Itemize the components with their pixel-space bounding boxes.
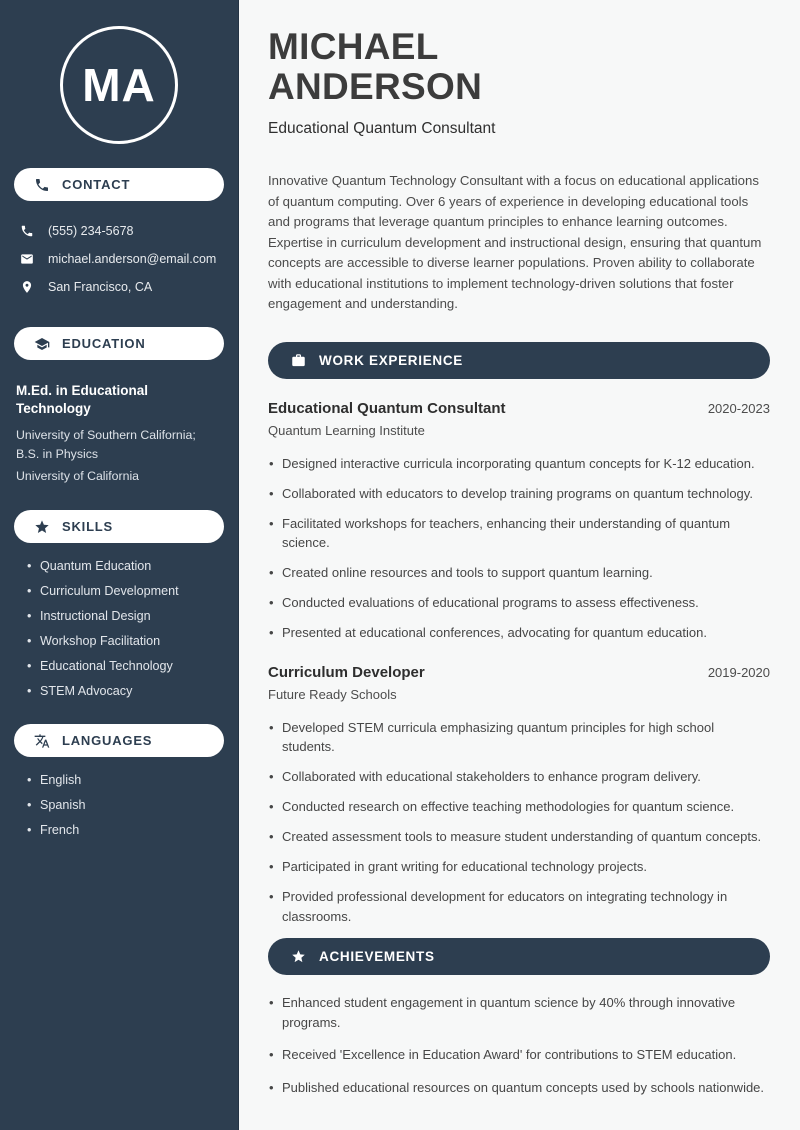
job-company: Future Ready Schools (268, 686, 397, 702)
skill-item: • Educational Technology (27, 660, 224, 673)
job-bullet: • Created assessment tools to measure student understanding of quantum concepts. (268, 827, 770, 847)
achievements-section-header (268, 938, 770, 975)
achievement-bullet: • Enhanced student engagement in quantum science by 40% through innovative programs. (268, 993, 770, 1032)
location-pin-icon (20, 280, 34, 294)
job-bullet: • Collaborated with educators to develop training programs on quantum technology. (268, 484, 770, 504)
contact-location-row (0, 273, 238, 301)
job-company: Quantum Learning Institute (268, 422, 425, 438)
work-experience-section-header (268, 342, 770, 379)
job-bullet: • Facilitated workshops for teachers, enhancing their understanding of quantum science. (268, 514, 770, 553)
main-content (239, 0, 800, 1130)
avatar (60, 26, 178, 144)
star-icon (291, 949, 306, 964)
phone-icon (34, 177, 50, 193)
contact-email-value: michael.anderson@email.com (48, 252, 217, 266)
job-bullet-list (268, 454, 770, 643)
contact-phone-value: (555) 234-5678 (48, 224, 134, 238)
work-experience-section-label: WORK EXPERIENCE (319, 352, 464, 368)
contact-section-header (14, 168, 224, 201)
skill-item: • Instructional Design (27, 610, 224, 623)
language-item: • French (27, 824, 224, 837)
contact-location-value: San Francisco, CA (48, 280, 153, 294)
education-section-header (14, 327, 224, 360)
job-title: Curriculum Developer (268, 663, 425, 681)
education-block (0, 382, 238, 486)
graduation-cap-icon (34, 336, 50, 352)
job-dates: 2020-2023 (707, 400, 770, 416)
skills-section-label: SKILLS (62, 519, 114, 534)
job-bullet-list (268, 718, 770, 927)
job-header (268, 400, 770, 417)
job-entry (268, 400, 770, 643)
job-entry (268, 664, 770, 927)
job-bullet: • Created online resources and tools to support quantum learning. (268, 563, 770, 583)
avatar-initials: MA (82, 59, 156, 111)
job-bullet: • Provided professional development for educators on integrating technology in classrooms. (268, 887, 770, 926)
contact-list (0, 217, 238, 301)
job-dates: 2019-2020 (707, 664, 770, 680)
skill-item: • Workshop Facilitation (27, 635, 224, 648)
language-item: • Spanish (27, 799, 224, 812)
job-bullet: • Collaborated with educational stakeholders to enhance program delivery. (268, 767, 770, 787)
contact-phone-row (0, 217, 238, 245)
contact-section-label: CONTACT (62, 177, 131, 192)
summary-paragraph: Innovative Quantum Technology Consultant with a focus on educational applications of quantum computing. Over 6 years of experience in developing educational tools and programs that leverage quantum principles to enhance learning outcomes. Expertise in curriculum development and instructional design, ensuring that quantum concepts are accessible to diverse learner populations. Proven ability to collaborate with educational institutions to implement technology-driven solutions that foster engagement and understanding. (268, 173, 762, 311)
language-item: • English (27, 774, 224, 787)
person-first-name: MICHAEL (268, 26, 439, 67)
languages-section-label: LANGUAGES (62, 733, 153, 748)
job-bullet: • Designed interactive curricula incorporating quantum concepts for K-12 education. (268, 454, 770, 474)
person-title: Educational Quantum Consultant (268, 120, 496, 137)
languages-section-header (14, 724, 224, 757)
sidebar (0, 0, 239, 1130)
star-icon (34, 519, 50, 535)
education-detail-line: University of Southern California; B.S. in Physics (16, 428, 196, 461)
education-details (16, 426, 222, 486)
translate-icon (34, 733, 50, 749)
skills-list (0, 560, 238, 698)
mail-icon (20, 252, 34, 266)
achievement-bullet: • Published educational resources on quantum concepts used by schools nationwide. (268, 1078, 770, 1098)
phone-icon (20, 224, 34, 238)
education-section-label: EDUCATION (62, 336, 146, 351)
job-bullet: • Presented at educational conferences, advocating for quantum education. (268, 623, 770, 643)
job-bullet: • Conducted evaluations of educational programs to assess effectiveness. (268, 593, 770, 613)
contact-email-row (0, 245, 238, 273)
person-name (268, 27, 770, 107)
skill-item: • STEM Advocacy (27, 685, 224, 698)
languages-list (0, 774, 238, 837)
job-header (268, 664, 770, 681)
skill-item: • Curriculum Development (27, 585, 224, 598)
job-bullet: • Conducted research on effective teaching methodologies for quantum science. (268, 797, 770, 817)
job-bullet: • Developed STEM curricula emphasizing quantum principles for high school students. (268, 718, 770, 757)
achievements-list (268, 993, 770, 1097)
achievement-bullet: • Received 'Excellence in Education Award' for contributions to STEM education. (268, 1045, 770, 1065)
education-detail-line: University of California (16, 469, 140, 483)
skills-section-header (14, 510, 224, 543)
skill-item: • Quantum Education (27, 560, 224, 573)
job-bullet: • Participated in grant writing for educational technology projects. (268, 857, 770, 877)
job-title: Educational Quantum Consultant (268, 399, 506, 417)
education-degree: M.Ed. in Educational Technology (16, 383, 149, 416)
briefcase-icon (291, 353, 306, 368)
person-last-name: ANDERSON (268, 66, 483, 107)
achievements-section-label: ACHIEVEMENTS (319, 949, 435, 964)
